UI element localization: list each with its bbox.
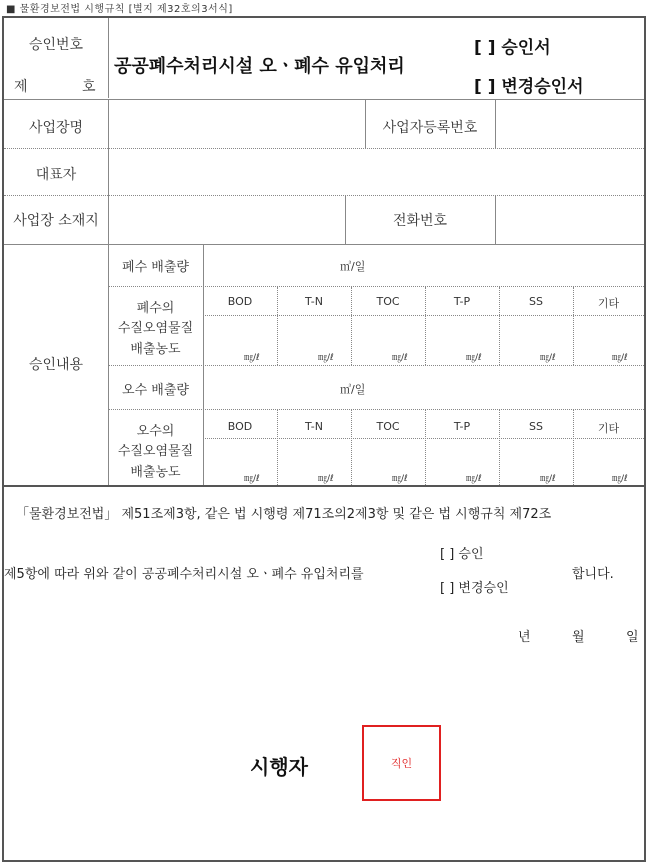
date-year[interactable]: 년 (518, 630, 531, 645)
row-line (4, 99, 644, 100)
title-option-change: [ ] 변경승인서 (474, 77, 584, 97)
header-divider (108, 18, 109, 98)
conc-unit: ㎎/ℓ (466, 474, 482, 484)
pollutant-header-tn: T-N (305, 420, 323, 433)
statement-option-approval[interactable]: [ ] 승인 (440, 547, 484, 562)
col-line (108, 100, 109, 248)
wastewater-conc-label-2: 수질오염물질 (117, 321, 194, 336)
conc-unit: ㎎/ℓ (612, 353, 628, 363)
pollutant-header-tp: T-P (453, 295, 471, 308)
statement-line-1: 「물환경보전법」 제51조제3항, 같은 법 시행령 제71조의2제3항 및 같은 법 시행규칙 제72조 (16, 507, 552, 522)
pollutant-header-toc: TOC (376, 295, 400, 308)
row-line (4, 148, 644, 149)
row-line (203, 438, 644, 439)
row-line (4, 244, 644, 245)
sewage-conc-label-1: 오수의 (136, 424, 175, 439)
number-label-je: 제 (14, 79, 28, 95)
sewage-volume-label: 오수 배출량 (122, 383, 189, 398)
seal-text: 직인 (390, 757, 413, 770)
pollutant-header-other: 기타 (597, 422, 620, 435)
approval-number-label: 승인번호 (28, 37, 84, 53)
statement-option-change[interactable]: [ ] 변경승인 (440, 581, 509, 596)
row-line (108, 286, 644, 287)
pollutant-header-toc: TOC (376, 420, 400, 433)
form-caption: ■ 물환경보전법 시행규칙 [별지 제32호의3서식] (6, 4, 233, 15)
wastewater-volume-label: 폐수 배출량 (122, 260, 189, 275)
conc-unit: ㎎/ℓ (318, 474, 334, 484)
pollutant-header-ss: SS (529, 295, 543, 308)
date-month[interactable]: 월 (572, 630, 585, 645)
pollutant-header-bod: BOD (227, 420, 253, 433)
wastewater-volume-unit: ㎥/일 (340, 260, 366, 273)
form-frame (2, 16, 646, 862)
pollutant-header-tp: T-P (453, 420, 471, 433)
statement-line-2: 제5항에 따라 위와 같이 공공폐수처리시설 오ㆍ폐수 유입처리를 (4, 567, 364, 582)
conc-unit: ㎎/ℓ (466, 353, 482, 363)
wastewater-conc-label-3: 배출농도 (130, 342, 181, 357)
conc-unit: ㎎/ℓ (392, 474, 408, 484)
approval-content-label: 승인내용 (28, 357, 84, 373)
conc-unit: ㎎/ℓ (318, 353, 334, 363)
issuer-label: 시행자 (250, 755, 308, 779)
form-title: 공공폐수처리시설 오ㆍ폐수 유입처리 (114, 56, 405, 77)
row-line (4, 485, 644, 487)
row-line (4, 195, 644, 196)
address-label: 사업장 소재지 (13, 213, 99, 229)
sewage-conc-label-2: 수질오염물질 (117, 444, 194, 459)
conc-unit: ㎎/ℓ (244, 474, 260, 484)
title-option-approval: [ ] 승인서 (474, 38, 551, 58)
wastewater-conc-label-1: 폐수의 (136, 301, 175, 316)
pollutant-header-tn: T-N (305, 295, 323, 308)
representative-label: 대표자 (35, 167, 77, 183)
phone-label: 전화번호 (392, 213, 448, 229)
col-line (495, 100, 496, 148)
number-label-ho: 호 (82, 79, 96, 95)
conc-unit: ㎎/ℓ (540, 353, 556, 363)
pollutant-header-ss: SS (529, 420, 543, 433)
conc-unit: ㎎/ℓ (612, 474, 628, 484)
statement-ending: 합니다. (572, 567, 614, 582)
registration-number-label: 사업자등록번호 (382, 120, 478, 136)
row-line (108, 365, 644, 366)
pollutant-header-other: 기타 (597, 297, 620, 310)
row-line (203, 315, 644, 316)
col-line (495, 196, 496, 244)
conc-unit: ㎎/ℓ (540, 474, 556, 484)
row-line (108, 409, 644, 410)
sewage-conc-label-3: 배출농도 (130, 465, 181, 480)
date-day[interactable]: 일 (626, 630, 639, 645)
pollutant-header-bod: BOD (227, 295, 253, 308)
conc-unit: ㎎/ℓ (244, 353, 260, 363)
official-seal (362, 725, 441, 801)
sewage-volume-unit: ㎥/일 (340, 383, 366, 396)
business-name-label: 사업장명 (28, 120, 84, 136)
conc-unit: ㎎/ℓ (392, 353, 408, 363)
